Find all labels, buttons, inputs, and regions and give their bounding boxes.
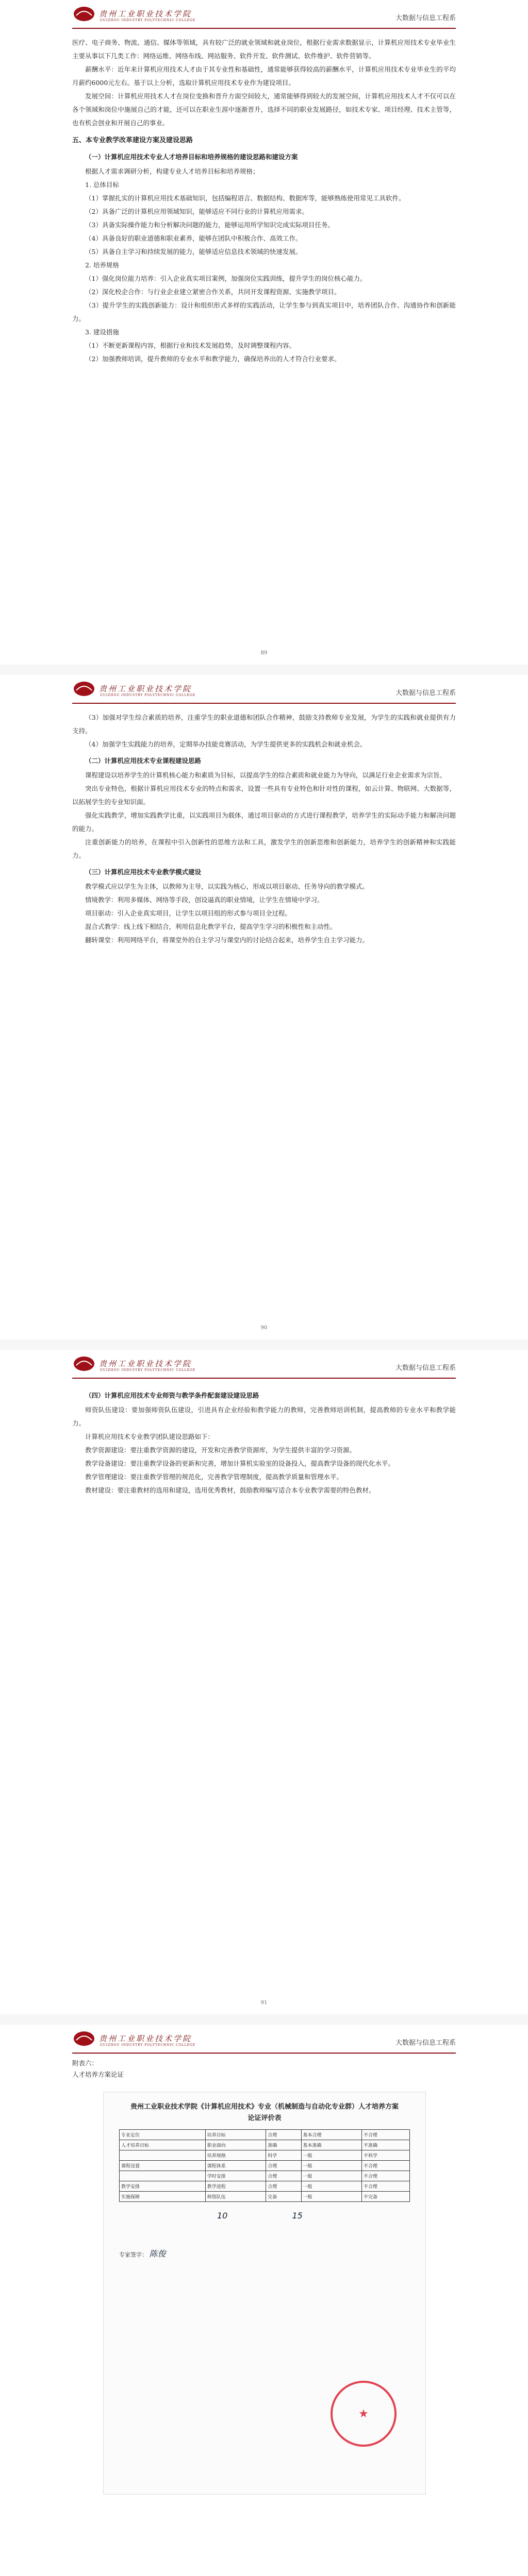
- school-name: 贵州工业职业技术学院: [99, 9, 192, 19]
- page-gap: [0, 665, 528, 675]
- table-cell: 师资队伍: [205, 2192, 266, 2202]
- table-cell: 一般: [301, 2161, 362, 2171]
- table-cell: 专业定位: [120, 2130, 206, 2140]
- list-item: 3. 建设措施: [85, 328, 119, 336]
- page-number: 89: [260, 650, 268, 656]
- table-cell: 不合理: [362, 2130, 410, 2140]
- department-name: 大数据与信息工程系: [395, 689, 456, 697]
- page-body: [72, 2057, 456, 2079]
- table-cell: 准确: [266, 2140, 301, 2150]
- table-cell: [120, 2150, 206, 2161]
- official-seal: ★: [331, 2381, 397, 2447]
- table-cell: 完备: [266, 2192, 301, 2202]
- page-gap: [0, 1340, 528, 1350]
- school-name: 贵州工业职业技术学院: [99, 2034, 192, 2043]
- paragraph: 教材建设：要注重教材的选用和建设，选用优秀教材，鼓励教师编写适合本专业教学需要的特色教材。: [85, 1486, 375, 1494]
- table-row: [120, 2181, 410, 2192]
- table-cell: 职业面向: [205, 2140, 266, 2150]
- table-row: [120, 2171, 410, 2181]
- form-title: 贵州工业职业技术学院《计算机应用技术》专业（机械制造与自动化专业群）人才培养方案论证评价表: [130, 2103, 399, 2122]
- department-name: 大数据与信息工程系: [395, 1364, 456, 1372]
- scanned-evaluation-form: [103, 2092, 426, 2495]
- subsection-heading: （一）计算机应用技术专业人才培养目标和培养规格的建设思路和建设方案: [85, 153, 298, 161]
- evaluation-table: [119, 2129, 410, 2202]
- paragraph: 薪酬水平：近年来计算机应用技术人才由于其专业性和基础性，通常能够获得较高的薪酬水平，计算机应用技术专业毕业生的平均月薪约6000元左右。基于以上分析，选取计算机应用技术专业作为建设项目。: [72, 65, 456, 87]
- document-page-2: [0, 675, 528, 1340]
- appendix-label: 人才培养方案论证: [72, 2071, 124, 2078]
- list-item: （1）不断更新课程内容，根据行业和技术发展趋势，及时调整课程内容。: [85, 342, 295, 349]
- page-header: [72, 1350, 456, 1379]
- page-number: 90: [260, 1325, 268, 1331]
- list-item: （1）强化岗位能力培养：引入企业真实项目案例，加强岗位实践训练，提升学生的岗位核心能力。: [85, 275, 367, 282]
- subsection-heading: （二）计算机应用技术专业课程建设思路: [85, 757, 202, 765]
- paragraph: 医疗、电子商务、物流、通信、媒体等领域，具有较广泛的就业领域和就业岗位，根据行业需求数据显示，计算机应用技术专业毕业生主要从事以下几类工作：网络运维、网络布线、网站服务、软件开发、软件测试、软件维护、软件营销等。: [72, 39, 456, 60]
- paragraph: 发展空间：计算机应用技术人才在岗位变换和晋升方面空间较大，通常能够得到较大的发展空间，计算机应用技术人才不仅可以在各个领域和岗位中施展自己的才能，还可以在职业生涯中逐渐晋升，选择不同的职业发展路径，如技术专家、项目经理、技术主管等，也有机会创业和开展自己的事业。: [72, 92, 456, 127]
- college-logo-icon: [72, 1355, 96, 1372]
- table-cell: 合理: [266, 2161, 301, 2171]
- list-item: （4）具备良好的职业道德和职业素养，能够在团队中积极合作、高效工作。: [85, 234, 302, 242]
- table-cell: 合理: [266, 2181, 301, 2192]
- subsection-heading: （三）计算机应用技术专业教学模式建设: [85, 868, 202, 876]
- list-item: （2）加强教师培训，提升教师的专业水平和教学能力，确保培养出的人才符合行业要求。: [85, 355, 341, 363]
- page-body: [72, 1386, 456, 1497]
- section-heading: 五、本专业教学改革建设方案及建设思路: [72, 137, 193, 144]
- list-item: （3）提升学生的实践创新能力：设计和组织形式多样的实践活动，让学生参与到真实项目中，培养团队合作、沟通协作和创新能力。: [72, 301, 456, 323]
- college-logo-icon: [72, 680, 96, 698]
- table-cell: 不合理: [362, 2181, 410, 2192]
- school-name-en: GUIZHOU INDUSTRY POLYTECHNIC COLLEGE: [100, 2043, 196, 2047]
- college-logo-icon: [72, 5, 96, 23]
- list-item: （3）具备实际操作能力和分析解决问题的能力，能够运用所学知识完成实际项目任务。: [85, 221, 334, 229]
- department-name: 大数据与信息工程系: [395, 14, 456, 22]
- table-row: [120, 2130, 410, 2140]
- table-cell: 不科学: [362, 2150, 410, 2161]
- table-cell: 基本合理: [301, 2130, 362, 2140]
- list-item: （2）深化校企合作：与行业企业建立紧密合作关系，共同开发课程资源、实施教学项目。: [85, 288, 341, 296]
- paragraph: 师资队伍建设：要加强师资队伍建设，引进具有企业经验和教学能力的教师，完善教师培训机制，提高教师的专业水平和教学能力。: [72, 1406, 456, 1427]
- paragraph: 突出专业特色，根据计算机应用技术专业的特点和需求，设置一些具有专业特色和针对性的课程，如云计算、物联网、大数据等，以拓展学生的专业知识面。: [72, 785, 456, 806]
- list-item: 1. 总体目标: [85, 181, 119, 189]
- appendix-label: 附表六：: [72, 2059, 98, 2067]
- paragraph: （4）加强学生实践能力的培养，定期举办技能竞赛活动，为学生提供更多的实践机会和就业机会。: [85, 740, 367, 748]
- expert-signature: 陈俊: [149, 2249, 166, 2259]
- list-item: （5）具备自主学习和持续发展的能力，能够适应信息技术领域的快速发展。: [85, 248, 302, 256]
- paragraph: 翻转课堂：利用网络平台，将课堂外的自主学习与课堂内的讨论结合起来，培养学生自主学习能力。: [85, 936, 369, 944]
- page-header: [72, 0, 456, 29]
- table-cell: 培养目标: [205, 2130, 266, 2140]
- table-cell: 科学: [266, 2150, 301, 2161]
- table-cell: 不合理: [362, 2171, 410, 2181]
- school-name-en: GUIZHOU INDUSTRY POLYTECHNIC COLLEGE: [100, 1368, 196, 1372]
- school-name: 贵州工业职业技术学院: [99, 1359, 192, 1368]
- table-row: [120, 2150, 410, 2161]
- table-cell: 实施保障: [120, 2192, 206, 2202]
- paragraph: （3）加强对学生综合素质的培养，注重学生的职业道德和团队合作精神，鼓励支持教师专业发展，为学生的实践和就业提供有力支持。: [72, 714, 456, 735]
- table-cell: 课程设置: [120, 2161, 206, 2171]
- table-cell: 不准确: [362, 2140, 410, 2150]
- table-cell: 不合理: [362, 2161, 410, 2171]
- table-cell: 培养规格: [205, 2150, 266, 2161]
- table-cell: 人才培养目标: [120, 2140, 206, 2150]
- page-gap: [0, 2014, 528, 2025]
- table-cell: [120, 2171, 206, 2181]
- document-page-4: [0, 2025, 528, 2576]
- page-header: [72, 2025, 456, 2054]
- paragraph: 情境教学：利用多媒体、网络等手段，创设逼真的职业情境，让学生在情境中学习。: [85, 896, 324, 904]
- list-item: 2. 培养规格: [85, 261, 119, 269]
- paragraph: 教学设备建设：要注重教学设备的更新和完善，增加计算机实验室的设备投入，提高教学设备的现代化水平。: [85, 1460, 395, 1467]
- school-name-en: GUIZHOU INDUSTRY POLYTECHNIC COLLEGE: [100, 19, 196, 22]
- sign-label: 专家签字：: [119, 2251, 147, 2258]
- paragraph: 混合式教学：线上线下相结合，利用信息化教学平台，提高学生学习的积极性和主动性。: [85, 923, 337, 930]
- table-cell: 课程体系: [205, 2161, 266, 2171]
- page-header: [72, 675, 456, 704]
- table-row: [120, 2140, 410, 2150]
- paragraph: 强化实践教学，增加实践教学比重，以实践项目为载体，通过项目驱动的方式进行课程教学，培养学生的实际动手能力和解决问题的能力。: [72, 811, 456, 833]
- list-item: （1）掌握扎实的计算机应用技术基础知识，包括编程语言、数据结构、数据库等，能够熟练使用常见工具软件。: [85, 194, 405, 202]
- paragraph: 教学管理建设：要注重教学管理的规范化，完善教学管理制度，提高教学质量和管理水平。: [85, 1473, 343, 1481]
- page-body: [72, 36, 456, 366]
- paragraph: 教学模式应以学生为主体，以教师为主导，以实践为核心，形成以项目驱动、任务导向的教学模式。: [85, 883, 369, 890]
- table-cell: 一般: [301, 2150, 362, 2161]
- table-row: [120, 2192, 410, 2202]
- table-cell: 教学安排: [120, 2181, 206, 2192]
- table-cell: 不完备: [362, 2192, 410, 2202]
- table-cell: 一般: [301, 2171, 362, 2181]
- table-cell: 学时安排: [205, 2171, 266, 2181]
- page-number: 91: [260, 2000, 268, 2006]
- table-cell: 一般: [301, 2181, 362, 2192]
- document-page-3: [0, 1350, 528, 2014]
- paragraph: 教学资源建设：要注重教学资源的建设，开发和完善教学资源库，为学生提供丰富的学习资源。: [85, 1446, 356, 1454]
- department-name: 大数据与信息工程系: [395, 2039, 456, 2047]
- school-name-en: GUIZHOU INDUSTRY POLYTECHNIC COLLEGE: [100, 693, 196, 697]
- college-logo-icon: [72, 2030, 96, 2047]
- paragraph: 注重创新能力的培养，在课程中引入创新性的思维方法和工具，激发学生的创新思维和创新能力，培养学生的创新精神和实践能力。: [72, 838, 456, 859]
- paragraph: 计算机应用技术专业教学团队建设思路如下：: [85, 1433, 214, 1440]
- table-row: [120, 2161, 410, 2171]
- list-item: 根据人才需求调研分析，构建专业人才培养目标和培养规格；: [85, 167, 259, 175]
- table-cell: 教学进程: [205, 2181, 266, 2192]
- handwritten-score: 10: [217, 2211, 228, 2221]
- paragraph: 课程建设以培养学生的计算机核心能力和素质为目标，以提高学生的综合素质和就业能力为导向，以满足行业企业需求为宗旨。: [85, 771, 447, 779]
- table-cell: 基本准确: [301, 2140, 362, 2150]
- table-cell: 合理: [266, 2130, 301, 2140]
- table-cell: 合理: [266, 2171, 301, 2181]
- handwritten-score: 15: [292, 2211, 303, 2221]
- document-page-1: [0, 0, 528, 665]
- subsection-heading: （四）计算机应用技术专业师资与教学条件配套建设建设思路: [85, 1392, 259, 1399]
- paragraph: 项目驱动：引入企业真实项目，让学生以项目组的形式参与项目全过程。: [85, 909, 292, 917]
- list-item: （2）具备广泛的计算机应用领域知识，能够适应不同行业的计算机应用需求。: [85, 208, 308, 215]
- school-name: 贵州工业职业技术学院: [99, 684, 192, 693]
- table-cell: 一般: [301, 2192, 362, 2202]
- page-body: [72, 711, 456, 947]
